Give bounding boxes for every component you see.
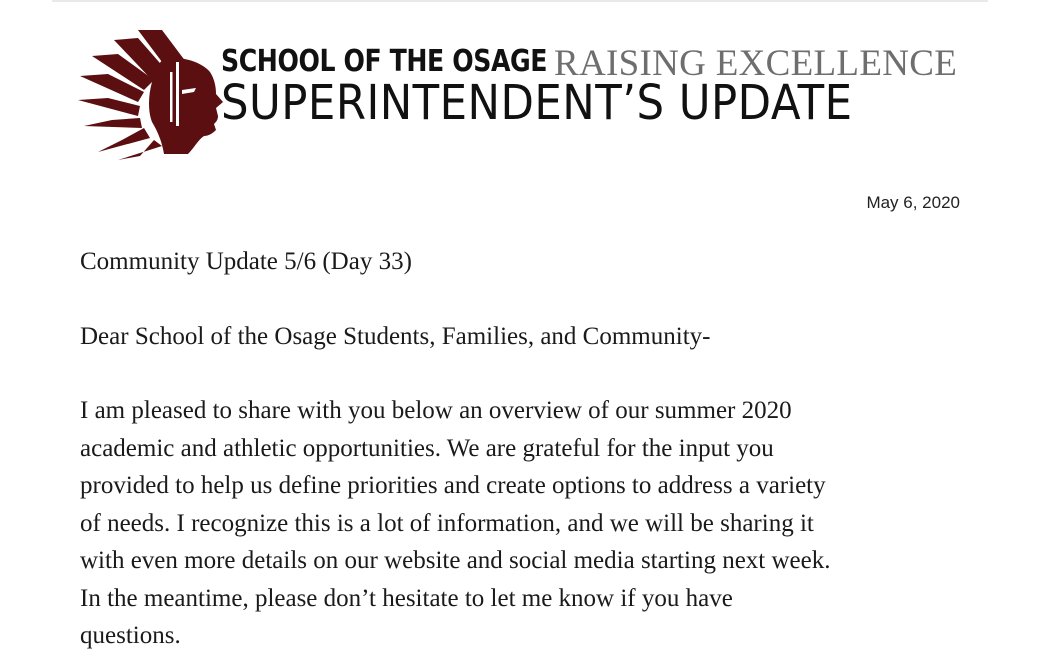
school-name: SCHOOL OF THE OSAGE: [221, 44, 548, 79]
top-divider: [52, 0, 988, 2]
paragraph-line: of needs. I recognize this is a lot of information, and we will be sharing it: [80, 509, 814, 537]
letter-date: May 6, 2020: [866, 193, 960, 212]
headdress-profile-logo: [78, 28, 223, 160]
paragraph-line: I am pleased to share with you below an overview of our summer 2020: [80, 397, 792, 424]
header-banner: [78, 28, 968, 163]
newsletter-title: SUPERINTENDENT’S UPDATE: [221, 75, 853, 131]
motto: RAISING EXCELLENCE: [554, 43, 958, 84]
paragraph-line: questions.: [80, 622, 181, 649]
letter-subject: Community Update 5/6 (Day 33): [80, 248, 412, 275]
letter-body: [80, 243, 980, 655]
paragraph-line: academic and athletic opportunities. We are grateful for the input you: [80, 434, 774, 462]
paragraph-line: with even more details on our website and social media starting next week.: [80, 547, 831, 574]
letter-greeting: Dear School of the Osage Students, Families, and Community-: [80, 322, 711, 350]
paragraph-line: provided to help us define priorities and create options to address a variety: [80, 472, 826, 499]
letter-paragraph: [80, 392, 970, 655]
paragraph-line: In the meantime, please don’t hesitate to let me know if you have: [80, 584, 733, 612]
